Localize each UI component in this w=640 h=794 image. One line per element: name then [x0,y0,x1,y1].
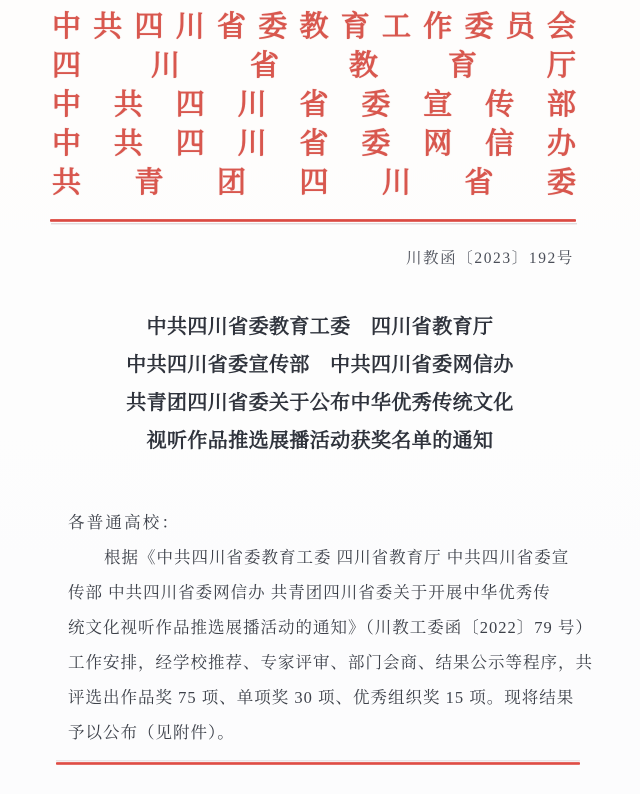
salutation: 各普通高校： [68,513,181,532]
letterhead-line-4: 中共四川省委网信办 [52,128,576,160]
body-line-2: 传部 中共四川省委网信办 共青团四川省委关于开展中华优秀传 [68,583,551,602]
letterhead-line-5: 共青团四川省委 [52,167,576,199]
document-title [52,308,588,460]
body-line-5: 评选出作品奖 75 项、单项奖 30 项、优秀组织奖 15 项。现将结果 [68,688,575,707]
footer-red-rule [56,760,580,766]
header-red-rule [50,219,576,224]
body-line-1: 根据《中共四川省委教育工委 四川省教育厅 中共四川省委宣 [104,548,570,567]
letterhead-line-1: 中共四川省委教育工作委员会 [52,11,576,43]
document-number: 川教函〔2023〕192号 [405,250,574,267]
body-line-4: 工作安排，经学校推荐、专家评审、部门会商、结果公示等程序，共 [68,653,593,672]
document-body [68,508,593,750]
header-rule-shadow [51,223,577,225]
title-line-4: 视听作品推选展播活动获奖名单的通知 [146,430,494,452]
letterhead-line-2: 四川省教育厅 [52,50,576,82]
body-line-3: 统文化视听作品推选展播活动的通知》（川教工委函〔2022〕79 号） [68,618,593,637]
letterhead [52,8,576,203]
header-rule-bar [50,219,576,222]
footer-rule-bar [56,762,580,765]
body-line-6: 予以公布（见附件）。 [68,723,235,742]
title-line-3: 共青团四川省委关于公布中华优秀传统文化 [126,392,514,414]
title-line-2: 中共四川省委宣传部 中共四川省委网信办 [126,354,514,376]
letterhead-line-3: 中共四川省委宣传部 [52,89,576,121]
title-line-1: 中共四川省委教育工委 四川省教育厅 [146,316,494,338]
